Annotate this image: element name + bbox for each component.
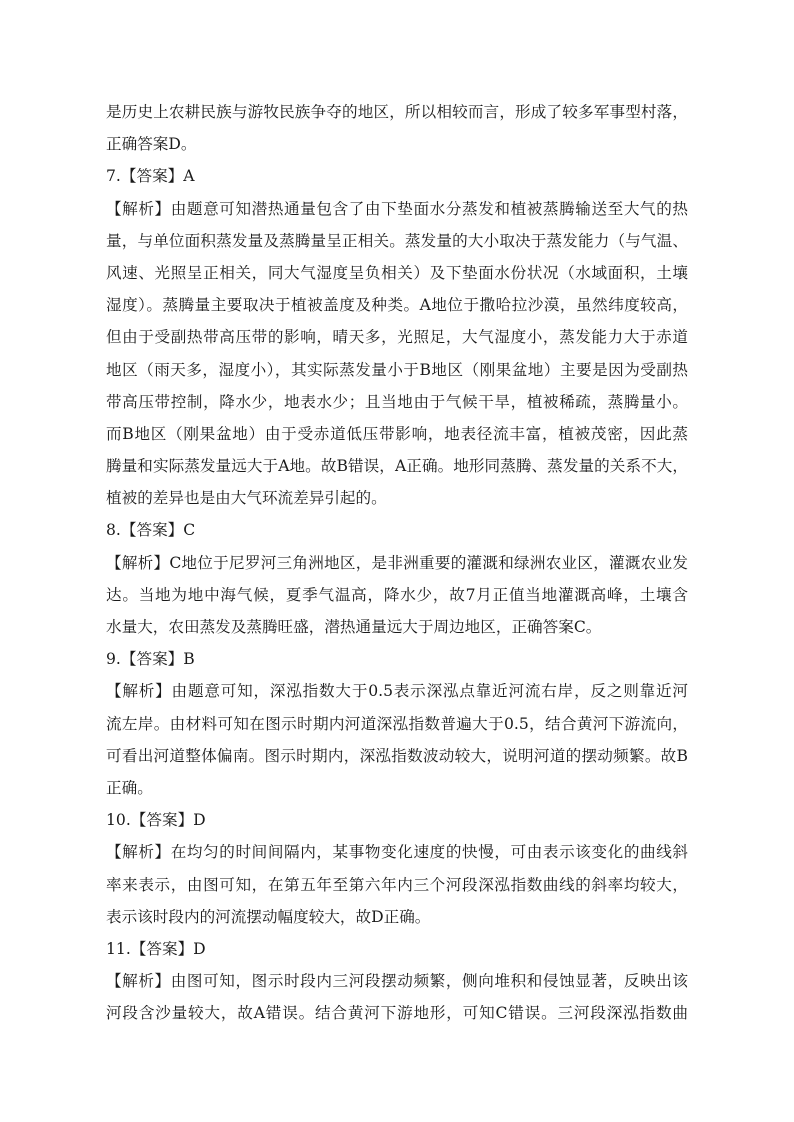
explanation-line: 植被的差异也是由大气环流差异引起的。 <box>106 489 387 508</box>
explanation-line: 正确。 <box>106 778 153 797</box>
answer-heading: 8.【答案】C <box>106 521 196 540</box>
explanation-line: 湿度）。蒸腾量主要取决于植被盖度及种类。A地位于撒哈拉沙漠，虽然纬度较高， <box>106 296 688 315</box>
explanation-line: 【解析】C地位于尼罗河三角洲地区，是非洲重要的灌溉和绿洲农业区，灌溉农业发 <box>106 553 688 572</box>
explanation-line: 水量大，农田蒸发及蒸腾旺盛，潜热通量远大于周边地区，正确答案C。 <box>106 618 602 636</box>
explanation-line: 而B地区（刚果盆地）由于受赤道低压带影响，地表径流丰富，植被茂密，因此蒸 <box>106 424 688 443</box>
explanation-line: 率来表示，由图可知，在第五年至第六年内三个河段深泓指数曲线的斜率均较大， <box>106 875 688 894</box>
explanation-line: 量，与单位面积蒸发量及蒸腾量呈正相关。蒸发量的大小取决于蒸发能力（与气温、 <box>106 231 688 250</box>
text-line: 是历史上农耕民族与游牧民族争夺的地区，所以相较而言，形成了较多军事型村落， <box>106 103 688 121</box>
answer-heading: 9.【答案】B <box>106 650 195 669</box>
explanation-line: 风速、光照呈正相关，同大气湿度呈负相关）及下垫面水份状况（水域面积，土壤 <box>106 263 688 282</box>
answer-heading: 7.【答案】A <box>106 167 195 186</box>
answer-heading: 10.【答案】D <box>106 811 206 830</box>
text-line: 正确答案D。 <box>106 135 197 154</box>
document-page <box>106 96 688 1029</box>
explanation-line: 可看出河道整体偏南。图示时期内，深泓指数波动较大，说明河道的摆动频繁。故B <box>106 746 688 765</box>
explanation-line: 【解析】在均匀的时间间隔内，某事物变化速度的快慢，可由表示该变化的曲线斜 <box>106 843 688 862</box>
explanation-line: 河段含沙量较大，故A错误。结合黄河下游地形，可知C错误。三河段深泓指数曲 <box>106 1004 688 1023</box>
explanation-line: 地区（雨天多，湿度小），其实际蒸发量小于B地区（刚果盆地）主要是因为受副热 <box>106 360 688 379</box>
explanation-line: 流左岸。由材料可知在图示时期内河道深泓指数普遍大于0.5，结合黄河下游流向， <box>106 714 688 733</box>
explanation-line: 【解析】由图可知，图示时段内三河段摆动频繁，侧向堆积和侵蚀显著，反映出该 <box>106 972 688 991</box>
explanation-line: 腾量和实际蒸发量远大于A地。故B错误，A正确。地形同蒸腾、蒸发量的关系不大， <box>106 457 688 476</box>
answer-heading: 11.【答案】D <box>106 939 206 958</box>
explanation-line: 但由于受副热带高压带的影响，晴天多，光照足，大气湿度小，蒸发能力大于赤道 <box>106 328 688 347</box>
explanation-line: 带高压带控制，降水少，地表水少；且当地由于气候干旱，植被稀疏，蒸腾量小。 <box>106 392 688 411</box>
explanation-line: 达。当地为地中海气候，夏季气温高，降水少，故7月正值当地灌溉高峰，土壤含 <box>106 585 688 604</box>
explanation-line: 【解析】由题意可知潜热通量包含了由下垫面水分蒸发和植被蒸腾输送至大气的热 <box>106 199 688 218</box>
explanation-line: 表示该时段内的河流摆动幅度较大，故D正确。 <box>106 907 431 926</box>
explanation-line: 【解析】由题意可知，深泓指数大于0.5表示深泓点靠近河流右岸，反之则靠近河 <box>106 682 688 701</box>
